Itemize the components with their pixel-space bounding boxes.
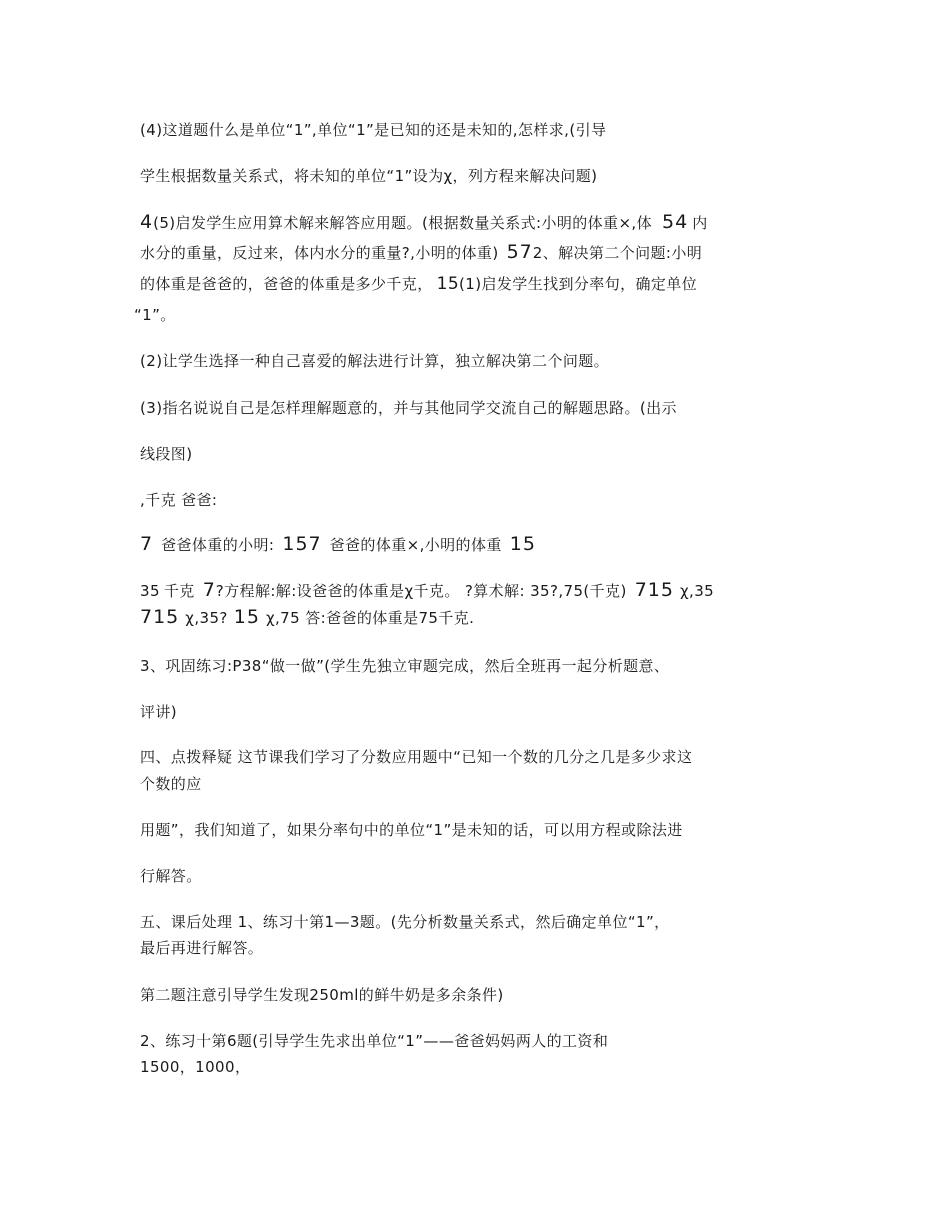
- text-fragment: ?方程解:解:设爸爸的体重是χ千克。 ?算术解: 35?,75(千克): [215, 582, 627, 600]
- text-line: 用题”，我们知道了，如果分率句中的单位“1”是未知的话，可以用方程或除法进: [140, 821, 683, 839]
- text-fragment: 35: [140, 582, 160, 600]
- text-fragment: 爸爸的体重×,小明的体重: [329, 536, 502, 554]
- text-line: [140, 579, 714, 602]
- number-text: 7: [202, 579, 216, 601]
- text-line: [140, 211, 708, 234]
- text-line: [140, 273, 697, 295]
- text-line: 行解答。: [140, 867, 202, 885]
- text-fragment: χ,35?: [185, 609, 228, 627]
- number-text: 7: [140, 533, 154, 555]
- text-line: 3、巩固练习:P38“做一做”(学生先独立审题完成，然后全班再一起分析题意、: [140, 657, 670, 675]
- text-fragment: (1)启发学生找到分率句，确定单位: [459, 275, 698, 293]
- text-line: ,千克 爸爸:: [140, 491, 218, 509]
- text-line: 个数的应: [140, 775, 202, 793]
- text-fragment: 爸爸体重的小明:: [161, 536, 275, 554]
- number-text: 715: [634, 579, 674, 601]
- number-text: 715: [140, 606, 180, 628]
- text-line: 评讲): [140, 703, 178, 721]
- text-fragment: χ,35: [679, 582, 715, 600]
- text-line: 2、练习十第6题(引导学生先求出单位“1”——爸爸妈妈两人的工资和: [140, 1032, 609, 1050]
- number-text: 57: [506, 241, 533, 263]
- text-fragment: 2、解决第二个问题:小明: [532, 244, 703, 262]
- text-fragment: (5)启发学生应用算术解来解答应用题。(根据数量关系式:小明的体重×,体: [153, 214, 652, 232]
- number-text: 157: [282, 533, 322, 555]
- text-line: 线段图): [140, 445, 193, 463]
- text-line: 1500，1000，: [140, 1058, 251, 1076]
- number-text: 15: [436, 274, 460, 294]
- number-text: 54: [662, 211, 689, 233]
- text-line: (3)指名说说自己是怎样理解题意的，并与其他同学交流自己的解题思路。(出示: [140, 399, 677, 417]
- text-fragment: 内: [692, 214, 708, 232]
- text-fragment: 水分的重量，反过来，体内水分的重量?,小明的体重): [140, 244, 499, 262]
- number-text: 15: [509, 533, 536, 555]
- text-line: 四、点拨释疑 这节课我们学习了分数应用题中“已知一个数的几分之几是多少求这: [140, 748, 693, 766]
- text-fragment: 的体重是爸爸的，爸爸的体重是多少千克，: [140, 275, 433, 293]
- text-line: “1”。: [134, 306, 176, 324]
- text-line: 第二题注意引导学生发现250ml的鲜牛奶是多余条件): [140, 986, 504, 1004]
- text-line: [140, 533, 536, 556]
- text-line: (4)这道题什么是单位“1”,单位“1”是已知的还是未知的,怎样求,(引导: [140, 121, 607, 139]
- text-line: 最后再进行解答。: [140, 939, 264, 957]
- text-line: (2)让学生选择一种自己喜爱的解法进行计算，独立解决第二个问题。: [140, 352, 610, 370]
- text-line: [140, 241, 702, 264]
- text-line: [140, 606, 474, 629]
- text-fragment: 千克: [163, 582, 195, 600]
- number-text: 4: [140, 211, 154, 233]
- text-fragment: χ,75 答:爸爸的体重是75千克.: [265, 609, 475, 627]
- text-line: 五、课后处理 1、练习十第1—3题。(先分析数量关系式，然后确定单位“1”，: [140, 913, 670, 931]
- text-line: 学生根据数量关系式，将未知的单位“1”设为χ，列方程来解决问题): [140, 167, 598, 185]
- number-text: 15: [233, 606, 260, 628]
